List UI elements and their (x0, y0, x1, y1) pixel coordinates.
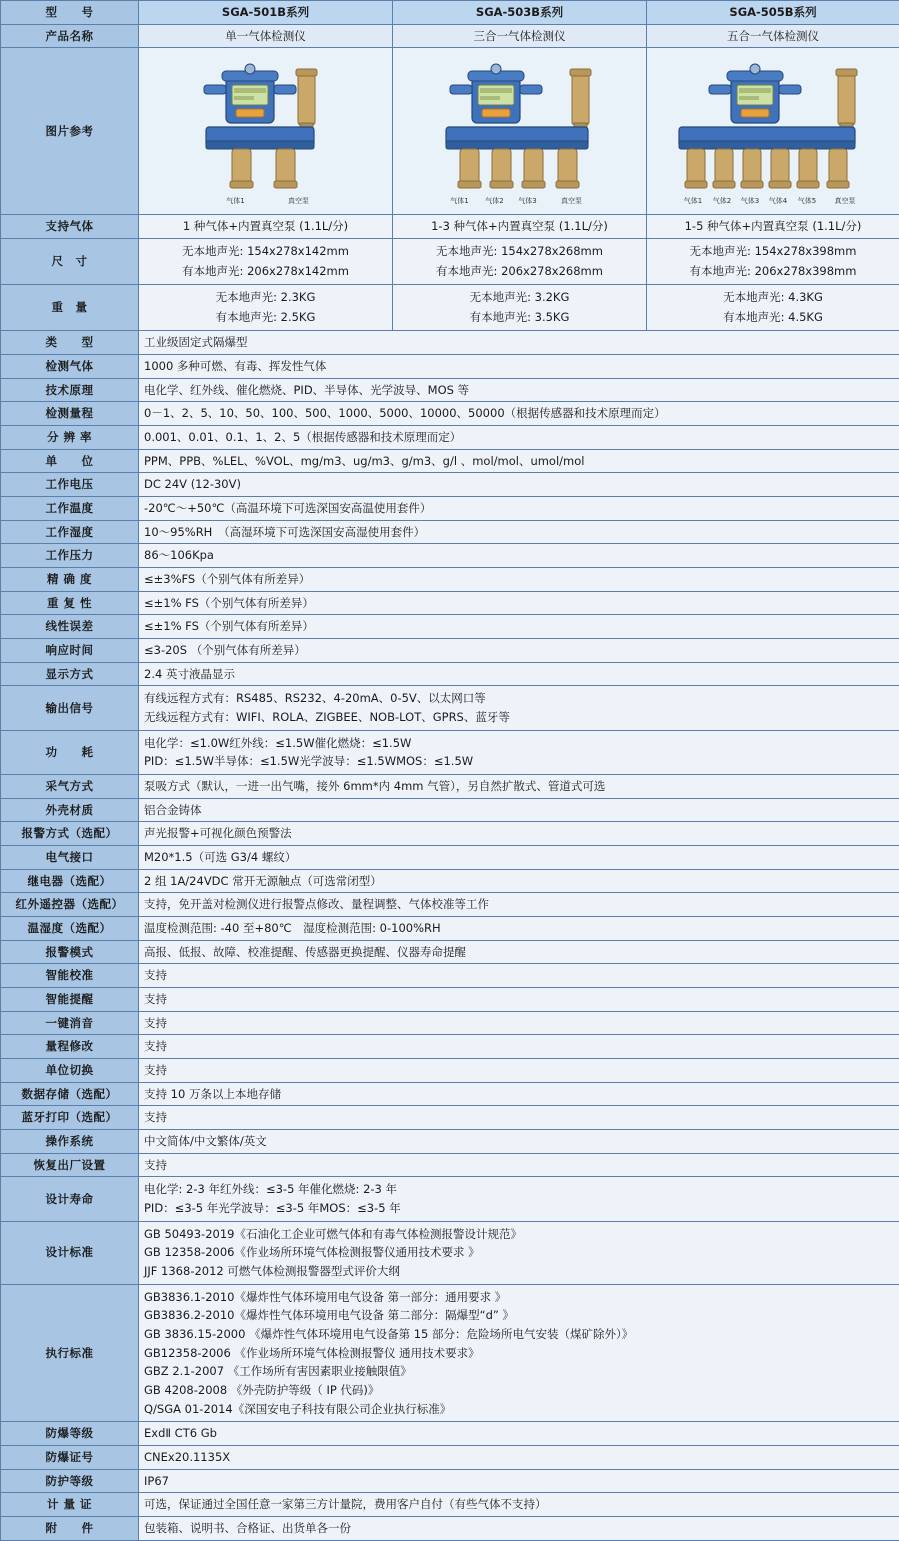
row-value-accessories: 包装箱、说明书、合格证、出货单各一份 (139, 1517, 899, 1541)
table-row-range (1, 402, 899, 426)
exec-standard-item: Q/SGA 01-2014《深国安电子科技有限公司企业执行标准》 (144, 1400, 894, 1419)
power-line-1 (144, 734, 894, 753)
product-name-501b: 单一气体检测仪 (139, 24, 393, 48)
row-value-alarm-mode: 高报、低报、故障、校准提醒、传感器更换提醒、仪器寿命提醒 (139, 940, 899, 964)
table-row-product-name (1, 24, 899, 48)
row-value-accuracy: ≤±3%FS（个别气体有所差异） (139, 567, 899, 591)
device-illustration-1gas (176, 55, 356, 205)
table-row-response-time (1, 638, 899, 662)
row-value-range: 0－1、2、5、10、50、100、500、1000、5000、10000、50000（根据传感器和技术原理而定） (139, 402, 899, 426)
table-row-voltage (1, 473, 899, 497)
row-label-power: 功 耗 (1, 730, 139, 774)
exec-standard-item: GB3836.2-2010《爆炸性气体环境用电气设备 第二部分：隔爆型“d” 》 (144, 1306, 894, 1325)
gas-labels-501b (176, 196, 356, 206)
size-value: 有本地声光: 206x278x142mm (144, 262, 387, 282)
weight-value: 有本地声光: 2.5KG (144, 308, 387, 328)
table-row-alarm-method (1, 822, 899, 846)
row-label-work-temp: 工作温度 (1, 496, 139, 520)
table-row-range-modify (1, 1035, 899, 1059)
table-row-ex-grade (1, 1422, 899, 1446)
gas-label: 气体1 (678, 196, 708, 206)
weight-value: 无本地声光: 2.3KG (144, 288, 387, 308)
size-501b (139, 239, 393, 285)
row-value-smart-reminder: 支持 (139, 988, 899, 1012)
output-signal-wired: 有线远程方式有：RS485、RS232、4-20mA、0-5V、以太网口等 (144, 689, 894, 708)
row-value-design-standard (139, 1221, 899, 1284)
row-label-smart-reminder: 智能提醒 (1, 988, 139, 1012)
row-label-electrical-interface: 电气接口 (1, 845, 139, 869)
row-label-resolution: 分 辨 率 (1, 425, 139, 449)
power-electrochemical: 电化学：≤1.0W (144, 736, 229, 750)
row-label-exec-standard: 执行标准 (1, 1284, 139, 1422)
row-label-detect-gas: 检测气体 (1, 354, 139, 378)
row-value-tech-principle: 电化学、红外线、催化燃烧、PID、半导体、光学波导、MOS 等 (139, 378, 899, 402)
row-label-range-modify: 量程修改 (1, 1035, 139, 1059)
row-label-metrology-cert: 计 量 证 (1, 1493, 139, 1517)
row-value-type: 工业级固定式隔爆型 (139, 331, 899, 355)
size-value: 有本地声光: 206x278x398mm (652, 262, 894, 282)
table-row-tech-principle (1, 378, 899, 402)
row-value-response-time: ≤3-20S （个别气体有所差异） (139, 638, 899, 662)
product-name-505b: 五合一气体检测仪 (647, 24, 899, 48)
row-label-model: 型 号 (1, 1, 139, 25)
row-value-unit-switch: 支持 (139, 1059, 899, 1083)
row-label-linearity: 线性误差 (1, 615, 139, 639)
row-label-design-life: 设计寿命 (1, 1177, 139, 1221)
design-standard-item: JJF 1368-2012 可燃气体检测报警器型式评价大纲 (144, 1262, 894, 1281)
table-row-design-standard (1, 1221, 899, 1284)
row-value-relay: 2 组 1A/24VDC 常开无源触点（可选常闭型） (139, 869, 899, 893)
row-label-range: 检测量程 (1, 402, 139, 426)
model-505b: SGA-505B系列 (647, 1, 899, 25)
gas-label: 气体1 (441, 196, 479, 206)
row-label-alarm-method: 报警方式（选配） (1, 822, 139, 846)
row-value-factory-reset: 支持 (139, 1153, 899, 1177)
power-infrared: 红外线：≤1.5W (229, 736, 314, 750)
table-row-type (1, 331, 899, 355)
size-505b (647, 239, 899, 285)
design-standard-item: GB 12358-2006《作业场所环境气体检测报警仪通用技术要求 》 (144, 1243, 894, 1262)
exec-standard-item: GB12358-2006 《作业场所环境气体检测报警仪 通用技术要求》 (144, 1344, 894, 1363)
table-row-ip-grade (1, 1469, 899, 1493)
table-row-relay (1, 869, 899, 893)
life-electrochemical: 电化学: 2-3 年 (144, 1182, 220, 1196)
row-label-alarm-mode: 报警模式 (1, 940, 139, 964)
device-svg-5gas (653, 55, 893, 195)
size-value: 无本地声光: 154x278x398mm (652, 242, 894, 262)
row-label-one-key-mute: 一键消音 (1, 1011, 139, 1035)
row-value-ir-remote: 支持，免开盖对检测仪进行报警点修改、量程调整、气体校准等工作 (139, 893, 899, 917)
exec-standard-item: GB3836.1-2010《爆炸性气体环境用电气设备 第一部分：通用要求 》 (144, 1288, 894, 1307)
table-row-size (1, 239, 899, 285)
table-row-weight (1, 285, 899, 331)
row-value-data-storage: 支持 10 万条以上本地存储 (139, 1082, 899, 1106)
row-value-alarm-method: 声光报警+可视化颜色预警法 (139, 822, 899, 846)
row-label-image-reference: 图片参考 (1, 48, 139, 215)
row-value-ex-certificate: CNEx20.1135X (139, 1446, 899, 1470)
device-svg-1gas (176, 55, 356, 195)
life-mos: MOS：≤3-5 年 (319, 1201, 400, 1215)
row-label-design-standard: 设计标准 (1, 1221, 139, 1284)
life-optical: 光学波导：≤3-5 年 (218, 1201, 319, 1215)
row-label-accuracy: 精 确 度 (1, 567, 139, 591)
table-row-one-key-mute (1, 1011, 899, 1035)
size-value: 无本地声光: 154x278x268mm (398, 242, 641, 262)
row-label-repeatability: 重 复 性 (1, 591, 139, 615)
gas-label: 真空泵 (545, 196, 599, 206)
table-row-os (1, 1130, 899, 1154)
row-label-sampling: 采气方式 (1, 774, 139, 798)
row-label-type: 类 型 (1, 331, 139, 355)
row-value-ip-grade: IP67 (139, 1469, 899, 1493)
table-row-display (1, 662, 899, 686)
table-row-bluetooth-print (1, 1106, 899, 1130)
exec-standard-item: GBZ 2.1-2007 《工作场所有害因素职业接触限值》 (144, 1362, 894, 1381)
row-label-bluetooth-print: 蓝牙打印（选配） (1, 1106, 139, 1130)
row-value-electrical-interface: M20*1.5（可选 G3/4 螺纹） (139, 845, 899, 869)
row-value-housing-material: 铝合金铸体 (139, 798, 899, 822)
table-row-alarm-mode (1, 940, 899, 964)
gas-label: 气体2 (708, 196, 736, 206)
support-gas-505b: 1-5 种气体+内置真空泵 (1.1L/分) (647, 215, 899, 239)
row-value-unit: PPM、PPB、%LEL、%VOL、mg/m3、ug/m3、g/m3、g/l 、mol/mol、umol/mol (139, 449, 899, 473)
table-row-linearity (1, 615, 899, 639)
table-row-image-reference (1, 48, 899, 215)
row-value-display: 2.4 英寸液晶显示 (139, 662, 899, 686)
table-row-unit (1, 449, 899, 473)
row-value-exec-standard (139, 1284, 899, 1422)
table-row-output-signal (1, 686, 899, 730)
power-line-2 (144, 752, 894, 771)
row-value-sampling: 泵吸方式（默认，一进一出气嘴，接外 6mm*内 4mm 气管），另自然扩散式、管道式可选 (139, 774, 899, 798)
row-value-one-key-mute: 支持 (139, 1011, 899, 1035)
power-optical: 光学波导：≤1.5W (299, 754, 396, 768)
gas-label: 气体4 (764, 196, 792, 206)
model-503b: SGA-503B系列 (393, 1, 647, 25)
gas-labels-503b (412, 196, 627, 206)
table-row-model (1, 1, 899, 25)
row-value-work-temp: -20℃～+50℃（高温环境下可选深国安高温使用套件） (139, 496, 899, 520)
row-label-ex-certificate: 防爆证号 (1, 1446, 139, 1470)
row-label-product-name: 产品名称 (1, 24, 139, 48)
row-label-housing-material: 外壳材质 (1, 798, 139, 822)
row-label-unit: 单 位 (1, 449, 139, 473)
power-pid: PID：≤1.5W (144, 754, 214, 768)
weight-501b (139, 285, 393, 331)
table-row-work-pressure (1, 544, 899, 568)
gas-label: 气体3 (511, 196, 545, 206)
model-501b: SGA-501B系列 (139, 1, 393, 25)
row-value-ex-grade: ExdⅡ CT6 Gb (139, 1422, 899, 1446)
row-value-smart-calibration: 支持 (139, 964, 899, 988)
weight-value: 有本地声光: 3.5KG (398, 308, 641, 328)
design-life-line-2 (144, 1199, 894, 1218)
table-row-accessories (1, 1517, 899, 1541)
weight-503b (393, 285, 647, 331)
row-value-voltage: DC 24V (12-30V) (139, 473, 899, 497)
gas-label: 气体3 (736, 196, 764, 206)
weight-value: 无本地声光: 3.2KG (398, 288, 641, 308)
table-row-data-storage (1, 1082, 899, 1106)
row-label-ip-grade: 防护等级 (1, 1469, 139, 1493)
life-infrared: 红外线：≤3-5 年 (220, 1182, 310, 1196)
row-label-work-humidity: 工作湿度 (1, 520, 139, 544)
gas-label: 气体2 (479, 196, 511, 206)
weight-505b (647, 285, 899, 331)
device-illustration-3gas (412, 55, 627, 205)
weight-value: 有本地声光: 4.5KG (652, 308, 894, 328)
gas-label: 气体1 (203, 196, 269, 206)
support-gas-503b: 1-3 种气体+内置真空泵 (1.1L/分) (393, 215, 647, 239)
table-row-support-gas (1, 215, 899, 239)
row-label-size: 尺 寸 (1, 239, 139, 285)
table-row-exec-standard (1, 1284, 899, 1422)
device-image-503b (393, 48, 647, 215)
row-label-os: 操作系统 (1, 1130, 139, 1154)
power-semiconductor: 半导体：≤1.5W (214, 754, 299, 768)
row-label-voltage: 工作电压 (1, 473, 139, 497)
table-row-metrology-cert (1, 1493, 899, 1517)
device-svg-3gas (412, 55, 627, 195)
row-label-ex-grade: 防爆等级 (1, 1422, 139, 1446)
row-label-tech-principle: 技术原理 (1, 378, 139, 402)
table-row-repeatability (1, 591, 899, 615)
table-row-design-life (1, 1177, 899, 1221)
row-value-range-modify: 支持 (139, 1035, 899, 1059)
design-life-line-1 (144, 1180, 894, 1199)
device-illustration-5gas (653, 55, 893, 205)
row-label-accessories: 附 件 (1, 1517, 139, 1541)
row-value-metrology-cert: 可选，保证通过全国任意一家第三方计量院，费用客户自付（有些气体不支持） (139, 1493, 899, 1517)
table-row-detect-gas (1, 354, 899, 378)
row-label-smart-calibration: 智能校准 (1, 964, 139, 988)
table-row-ex-certificate (1, 1446, 899, 1470)
device-image-505b (647, 48, 899, 215)
row-label-support-gas: 支持气体 (1, 215, 139, 239)
table-row-electrical-interface (1, 845, 899, 869)
row-value-linearity: ≤±1% FS（个别气体有所差异） (139, 615, 899, 639)
row-label-work-pressure: 工作压力 (1, 544, 139, 568)
row-label-unit-switch: 单位切换 (1, 1059, 139, 1083)
gas-label: 真空泵 (269, 196, 329, 206)
support-gas-501b: 1 种气体+内置真空泵 (1.1L/分) (139, 215, 393, 239)
size-value: 有本地声光: 206x278x268mm (398, 262, 641, 282)
table-row-factory-reset (1, 1153, 899, 1177)
size-value: 无本地声光: 154x278x142mm (144, 242, 387, 262)
gas-labels-505b (653, 196, 893, 206)
row-value-repeatability: ≤±1% FS（个别气体有所差异） (139, 591, 899, 615)
row-label-factory-reset: 恢复出厂设置 (1, 1153, 139, 1177)
device-image-501b (139, 48, 393, 215)
row-value-os: 中文简体/中文繁体/英文 (139, 1130, 899, 1154)
row-label-relay: 继电器（选配） (1, 869, 139, 893)
row-label-weight: 重 量 (1, 285, 139, 331)
row-label-response-time: 响应时间 (1, 638, 139, 662)
table-row-smart-reminder (1, 988, 899, 1012)
table-row-housing-material (1, 798, 899, 822)
row-value-resolution: 0.001、0.01、0.1、1、2、5（根据传感器和技术原理而定） (139, 425, 899, 449)
design-standard-item: GB 50493-2019《石油化工企业可燃气体和有毒气体检测报警设计规范》 (144, 1225, 894, 1244)
row-label-temp-humidity: 温湿度（选配） (1, 917, 139, 941)
row-value-work-pressure: 86～106Kpa (139, 544, 899, 568)
row-value-output-signal (139, 686, 899, 730)
output-signal-wireless: 无线远程方式有：WIFI、ROLA、ZIGBEE、NOB-LOT、GPRS、蓝牙等 (144, 708, 894, 727)
table-row-unit-switch (1, 1059, 899, 1083)
gas-label: 气体5 (792, 196, 822, 206)
table-row-smart-calibration (1, 964, 899, 988)
table-row-work-humidity (1, 520, 899, 544)
row-value-temp-humidity: 温度检测范围: -40 至+80℃ 湿度检测范围: 0-100%RH (139, 917, 899, 941)
row-value-design-life (139, 1177, 899, 1221)
row-value-bluetooth-print: 支持 (139, 1106, 899, 1130)
size-503b (393, 239, 647, 285)
table-row-sampling (1, 774, 899, 798)
table-row-ir-remote (1, 893, 899, 917)
table-row-accuracy (1, 567, 899, 591)
table-row-temp-humidity (1, 917, 899, 941)
table-row-power (1, 730, 899, 774)
power-catalytic: 催化燃烧：≤1.5W (315, 736, 412, 750)
exec-standard-item: GB 4208-2008 《外壳防护等级（ IP 代码)》 (144, 1381, 894, 1400)
row-label-output-signal: 输出信号 (1, 686, 139, 730)
life-pid: PID：≤3-5 年 (144, 1201, 218, 1215)
gas-label: 真空泵 (822, 196, 868, 206)
exec-standard-item: GB 3836.15-2000 《爆炸性气体环境用电气设备第 15 部分：危险场所电气安装（煤矿除外）》 (144, 1325, 894, 1344)
row-label-data-storage: 数据存储（选配） (1, 1082, 139, 1106)
row-value-work-humidity: 10～95%RH （高湿环境下可选深国安高湿使用套件） (139, 520, 899, 544)
table-row-resolution (1, 425, 899, 449)
power-mos: MOS：≤1.5W (396, 754, 473, 768)
table-row-work-temp (1, 496, 899, 520)
product-name-503b: 三合一气体检测仪 (393, 24, 647, 48)
row-label-ir-remote: 红外遥控器（选配） (1, 893, 139, 917)
row-value-detect-gas: 1000 多种可燃、有毒、挥发性气体 (139, 354, 899, 378)
weight-value: 无本地声光: 4.3KG (652, 288, 894, 308)
life-catalytic: 催化燃烧: 2-3 年 (310, 1182, 397, 1196)
row-value-power (139, 730, 899, 774)
row-label-display: 显示方式 (1, 662, 139, 686)
